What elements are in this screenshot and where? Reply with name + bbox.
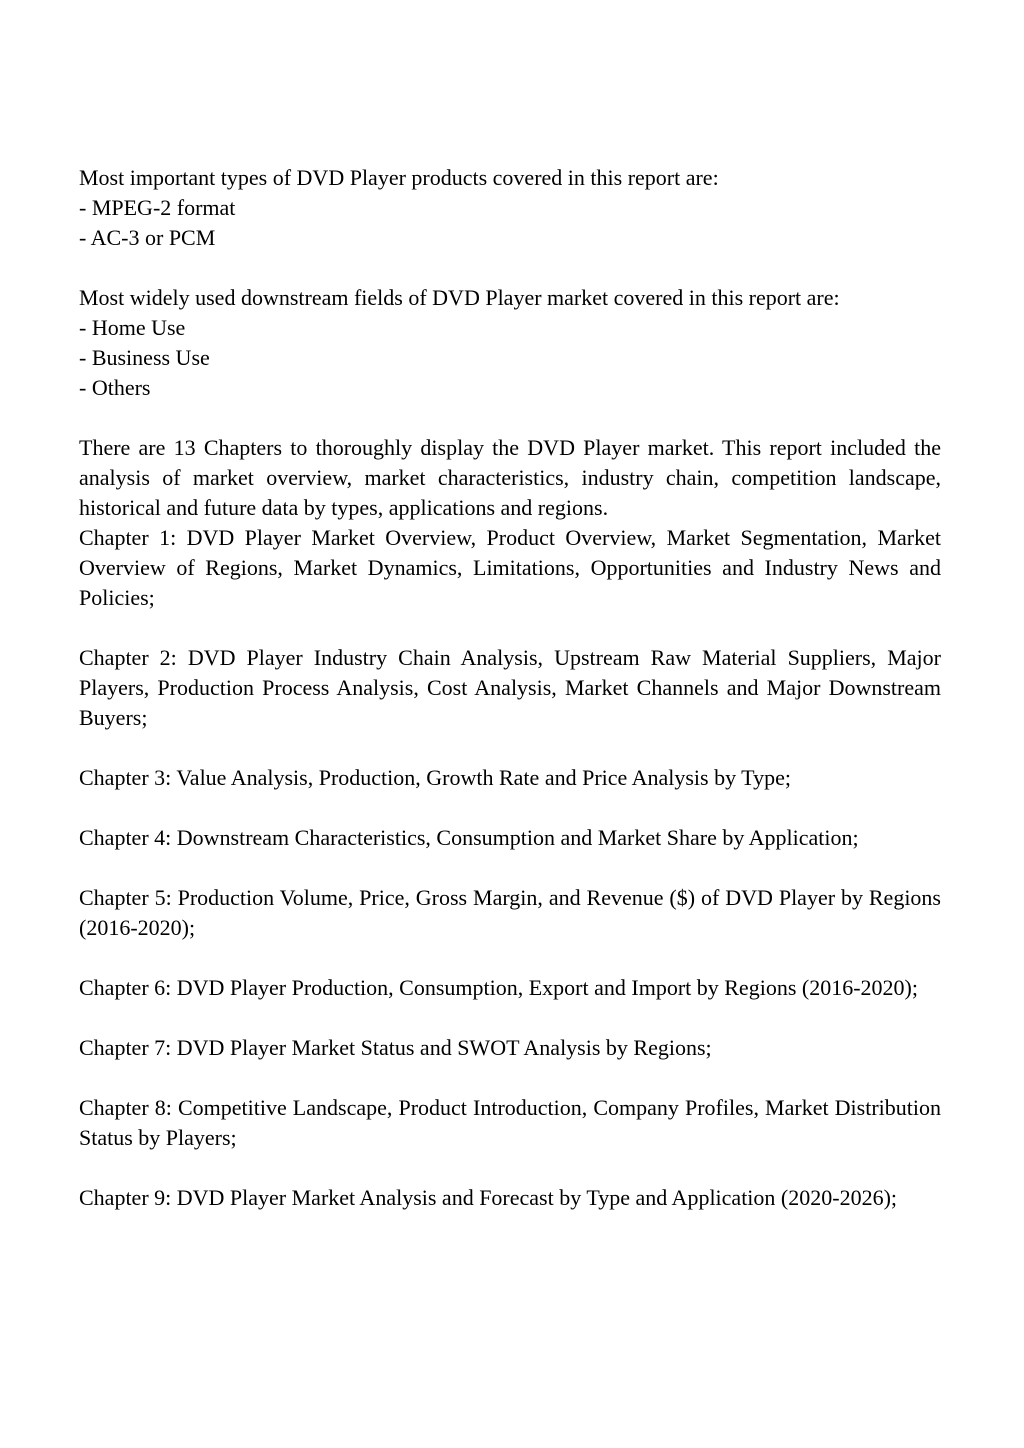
chapter-7: Chapter 7: DVD Player Market Status and SWOT Analysis by Regions; bbox=[79, 1035, 712, 1060]
product-type-item: - MPEG-2 format bbox=[79, 195, 236, 220]
product-types-section bbox=[79, 163, 941, 253]
chapter-6: Chapter 6: DVD Player Production, Consumption, Export and Import by Regions (2016-2020); bbox=[79, 975, 918, 1000]
product-types-intro: Most important types of DVD Player products covered in this report are: bbox=[79, 165, 719, 190]
chapter-4: Chapter 4: Downstream Characteristics, Consumption and Market Share by Application; bbox=[79, 825, 859, 850]
chapter-3: Chapter 3: Value Analysis, Production, Growth Rate and Price Analysis by Type; bbox=[79, 765, 791, 790]
downstream-field-item: - Business Use bbox=[79, 345, 210, 370]
chapter-1: Chapter 1: DVD Player Market Overview, Product Overview, Market Segmentation, Market Overview of Regions, Market Dynamics, Limitations, Opportunities and Industry News and Policies; bbox=[79, 525, 941, 610]
chapter-4-block bbox=[79, 823, 941, 853]
downstream-field-item: - Others bbox=[79, 375, 151, 400]
downstream-field-item: - Home Use bbox=[79, 315, 186, 340]
downstream-fields-intro: Most widely used downstream fields of DVD Player market covered in this report are: bbox=[79, 285, 840, 310]
document-page bbox=[79, 163, 941, 1213]
chapters-section bbox=[79, 433, 941, 613]
downstream-fields-section bbox=[79, 283, 941, 403]
chapter-8: Chapter 8: Competitive Landscape, Product Introduction, Company Profiles, Market Distribution Status by Players; bbox=[79, 1095, 941, 1150]
chapter-8-block bbox=[79, 1093, 941, 1153]
chapter-2: Chapter 2: DVD Player Industry Chain Analysis, Upstream Raw Material Suppliers, Major Players, Production Process Analysis, Cost Analysis, Market Channels and Major Downstream Buyers; bbox=[79, 645, 941, 730]
chapter-2-block bbox=[79, 643, 941, 733]
chapters-overview: There are 13 Chapters to thoroughly display the DVD Player market. This report included the analysis of market overview, market characteristics, industry chain, competition landscape, historical and future data by types, applications and regions. bbox=[79, 435, 941, 520]
chapter-9: Chapter 9: DVD Player Market Analysis and Forecast by Type and Application (2020-2026); bbox=[79, 1185, 898, 1210]
chapter-3-block bbox=[79, 763, 941, 793]
chapter-5: Chapter 5: Production Volume, Price, Gross Margin, and Revenue ($) of DVD Player by Regions (2016-2020); bbox=[79, 885, 941, 940]
chapter-9-block bbox=[79, 1183, 941, 1213]
chapter-6-block bbox=[79, 973, 941, 1003]
chapter-5-block bbox=[79, 883, 941, 943]
product-type-item: - AC-3 or PCM bbox=[79, 225, 216, 250]
chapter-7-block bbox=[79, 1033, 941, 1063]
